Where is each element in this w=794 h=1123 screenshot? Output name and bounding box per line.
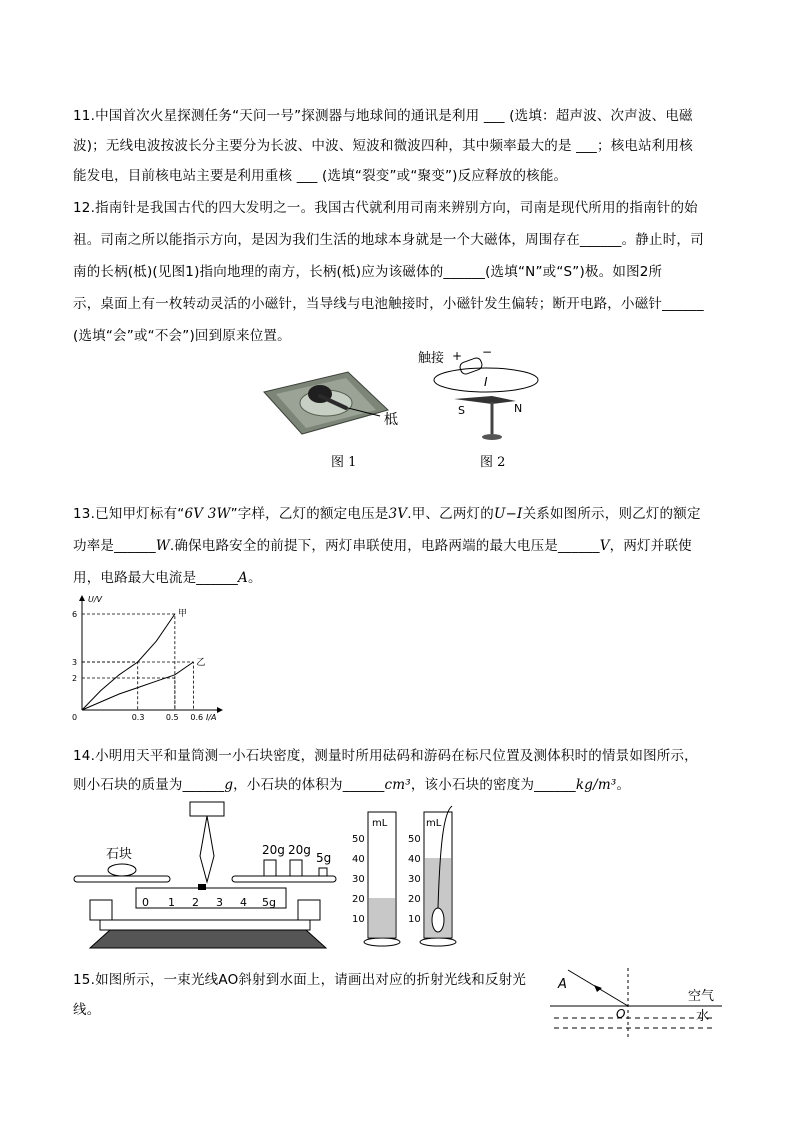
oersted-figure bbox=[412, 344, 542, 444]
q12-line-5: (选填“会”或“不会”)回到原来位置。 bbox=[73, 328, 291, 344]
q13-rated-voltage: 3V bbox=[388, 506, 408, 522]
cyl2-tick-40: 40 bbox=[408, 854, 421, 865]
balance-figure bbox=[70, 796, 342, 954]
q13-unit-v: V bbox=[599, 538, 610, 554]
q14-density: ，该小石块的密度为______ bbox=[410, 777, 576, 793]
stand-base bbox=[482, 434, 502, 440]
weight-20g-2 bbox=[290, 860, 302, 876]
rider bbox=[198, 884, 206, 890]
fig2-touch-label: 触接 bbox=[418, 351, 445, 366]
q13-line-3 bbox=[73, 566, 262, 586]
fig2-s-label: S bbox=[458, 404, 465, 417]
q12-line-4: 示，桌面上有一枚转动灵活的小磁针，当导线与电池触接时，小磁针发生偏转；断开电路，小磁针______ bbox=[73, 296, 704, 312]
q13-unit-w: W bbox=[155, 538, 170, 554]
q13-text-a: 13.已知甲灯标有“ bbox=[73, 506, 185, 522]
cyl2-unit: mL bbox=[426, 818, 442, 829]
q14-unit-g: g bbox=[224, 777, 234, 793]
weight-20g-1 bbox=[264, 860, 276, 876]
cyl2-tick-20: 20 bbox=[408, 894, 421, 905]
q15-line-1: 15.如图所示，一束光线AO斜射到水面上，请画出对应的折射光线和反射光 bbox=[73, 972, 527, 988]
scale-4: 4 bbox=[240, 896, 247, 909]
right-adjuster bbox=[298, 900, 320, 920]
point-a-label: A bbox=[558, 977, 567, 992]
series-label-1: 乙 bbox=[196, 658, 206, 668]
series-label-0: 甲 bbox=[177, 609, 187, 619]
cyl1-tick-10: 10 bbox=[352, 914, 365, 925]
q11-line-3: 能发电，目前核电站主要是利用重核 ___ (选填“裂变”或“聚变”)反应释放的核能。 bbox=[73, 168, 568, 184]
origin-label: 0 bbox=[72, 713, 78, 722]
q15-line-2: 线。 bbox=[73, 1002, 101, 1018]
q12-line-3: 南的长柄(柢)(见图1)指向地理的南方，长柄(柢)应为该磁体的______(选填“N”或“S”)极。如图2所 bbox=[73, 264, 663, 280]
q14-unit-kgm3: kg/m³ bbox=[575, 777, 617, 793]
weight-5g-label: 5g bbox=[316, 851, 332, 865]
fig2-minus: − bbox=[482, 345, 493, 359]
q13-text-e: .甲、乙两灯的 bbox=[407, 506, 494, 522]
q13-ui: U−I bbox=[493, 506, 523, 522]
q13-line-1 bbox=[73, 502, 701, 522]
cylinder-1 bbox=[352, 812, 400, 946]
weight-5g bbox=[319, 868, 327, 876]
air-label: 空气 bbox=[688, 989, 715, 1004]
left-pan bbox=[74, 876, 170, 882]
q14-mass: 则小石块的质量为______ bbox=[73, 777, 225, 793]
y-axis-label: U/V bbox=[88, 595, 103, 604]
fig1-label-di: 柢 bbox=[384, 412, 398, 428]
y-tick-3: 3 bbox=[72, 658, 78, 667]
cyl1-tick-50: 50 bbox=[352, 834, 365, 845]
x-tick-0.3: 0.3 bbox=[131, 713, 145, 722]
cyl2-tick-10: 10 bbox=[408, 914, 421, 925]
q14-unit-cm3: cm³ bbox=[384, 777, 411, 793]
scale-5g: 5g bbox=[262, 896, 276, 909]
right-pan bbox=[232, 876, 336, 882]
q11-line-1: 11.中国首次火星探测任务“天问一号”探测器与地球间的通讯是利用 ___ (选填：超声波、次声波、电磁 bbox=[73, 108, 693, 124]
balance-base bbox=[90, 930, 326, 948]
x-tick-0.6: 0.6 bbox=[190, 713, 204, 722]
refraction-figure bbox=[546, 964, 726, 1042]
q13-parallel: ，两灯并联使 bbox=[609, 538, 692, 554]
x-axis-label: I/A bbox=[206, 713, 217, 722]
water-label: 水 bbox=[696, 1009, 710, 1024]
battery bbox=[459, 357, 484, 376]
cyl2-tick-30: 30 bbox=[408, 874, 421, 885]
fig2-current-label: I bbox=[484, 375, 488, 389]
stone bbox=[108, 864, 136, 876]
q13-power: 功率是______ bbox=[73, 538, 156, 554]
q13-end: 。 bbox=[247, 570, 262, 586]
scale-3: 3 bbox=[216, 896, 223, 909]
ui-chart bbox=[68, 592, 228, 726]
cylinders-figure bbox=[352, 802, 472, 950]
y-tick-6: 6 bbox=[72, 610, 78, 619]
cylinder-2 bbox=[408, 806, 456, 946]
q13-current: 用，电路最大电流是______ bbox=[73, 570, 238, 586]
cyl1-tick-30: 30 bbox=[352, 874, 365, 885]
water-level-1 bbox=[369, 898, 395, 937]
guide-line-2 bbox=[82, 662, 138, 710]
q14-line-2 bbox=[73, 773, 630, 793]
point-o-label: O bbox=[616, 1007, 626, 1021]
q13-rating: 6V 3W bbox=[184, 506, 231, 522]
cyl2-tick-50: 50 bbox=[408, 834, 421, 845]
q13-series: .确保电路安全的前提下，两灯串联使用，电路两端的最大电压是______ bbox=[169, 538, 600, 554]
scale-2: 2 bbox=[192, 896, 199, 909]
q12-line-1: 12.指南针是我国古代的四大发明之一。我国古代就利用司南来辨别方向，司南是现代所用的指南针的始 bbox=[73, 200, 698, 216]
pointer-scale bbox=[190, 802, 224, 816]
guide-line-3 bbox=[82, 678, 175, 710]
ray-arrow bbox=[594, 985, 602, 992]
q13-unit-a: A bbox=[238, 570, 248, 586]
y-tick-2: 2 bbox=[72, 674, 78, 683]
submerged-stone bbox=[432, 908, 444, 932]
x-tick-0.5: 0.5 bbox=[165, 713, 179, 722]
magnetic-needle bbox=[454, 396, 516, 404]
q14-line-1: 14.小明用天平和量筒测一小石块密度，测量时所用砝码和游码在标尺位置及测体积时的情景如图所示， bbox=[73, 748, 698, 764]
stone-label: 石块 bbox=[106, 847, 133, 862]
q13-line-2 bbox=[73, 534, 692, 554]
pointer bbox=[200, 816, 214, 882]
q11-line-2: 波)；无线电波按波长分主要分为长波、中波、短波和微波四种，其中频率最大的是 ___；核电站利用核 bbox=[73, 138, 693, 154]
q13-text-c: ”字样，乙灯的额定电压是 bbox=[230, 506, 389, 522]
cyl1-tick-40: 40 bbox=[352, 854, 365, 865]
q14-end: 。 bbox=[616, 777, 631, 793]
fig2-caption: 图 2 bbox=[480, 455, 506, 470]
weight-20g-2-label: 20g bbox=[288, 843, 311, 857]
fig1-caption: 图 1 bbox=[331, 455, 357, 470]
cyl1-unit: mL bbox=[372, 818, 388, 829]
q14-volume: ，小石块的体积为______ bbox=[233, 777, 385, 793]
cyl1-tick-20: 20 bbox=[352, 894, 365, 905]
q13-text-g: 关系如图所示，则乙灯的额定 bbox=[522, 506, 701, 522]
left-adjuster bbox=[90, 900, 112, 920]
scale-0: 0 bbox=[142, 896, 149, 909]
weight-20g-1-label: 20g bbox=[262, 843, 285, 857]
balance-body bbox=[100, 920, 310, 930]
fig2-plus: + bbox=[452, 349, 463, 363]
sinan-figure bbox=[262, 370, 412, 440]
scale-1: 1 bbox=[168, 896, 175, 909]
fig2-n-label: N bbox=[514, 402, 523, 415]
q12-line-2: 祖。司南之所以能指示方向，是因为我们生活的地球本身就是一个大磁体，周围存在______。静止时，司 bbox=[73, 232, 704, 248]
